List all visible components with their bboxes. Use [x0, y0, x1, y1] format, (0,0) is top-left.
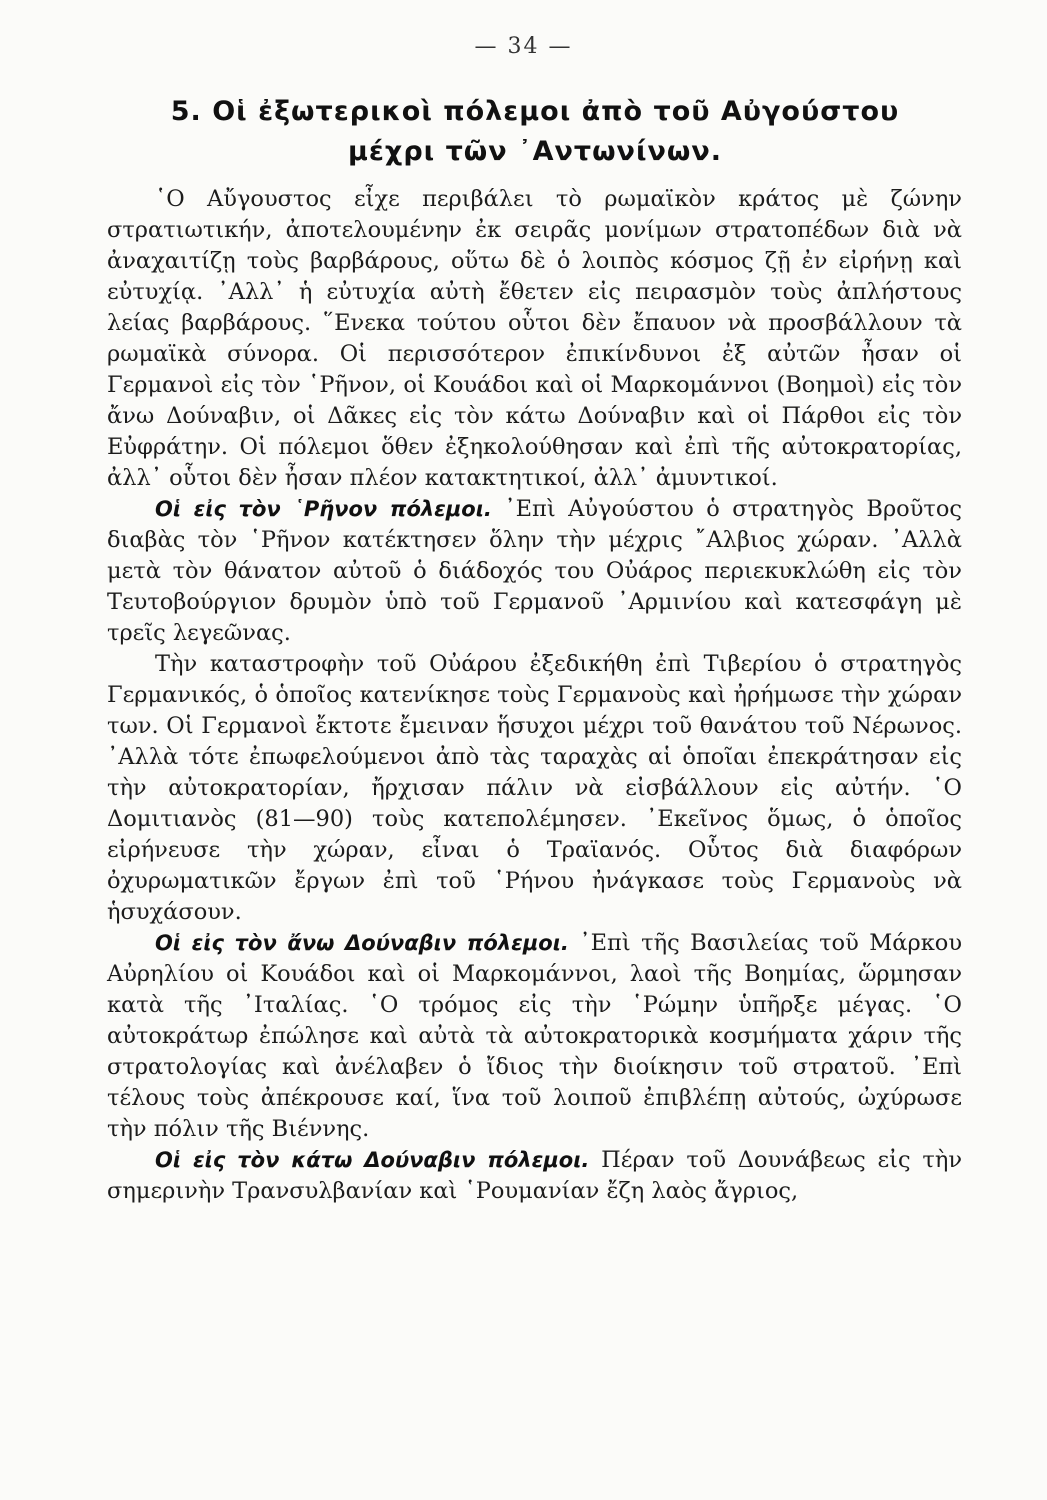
paragraph-text: Πέραν τοῦ Δουνάβεως εἰς τὴν σημερινὴν Τρανσυλβανίαν καὶ ῾Ρουμανίαν ἔζη λαὸς ἄγριος, [107, 1147, 962, 1204]
paragraph-germanicus [107, 649, 962, 928]
paragraph-rhine-wars [107, 494, 962, 649]
body-text [107, 184, 962, 1207]
paragraph-text: ᾿Επὶ τῆς Βασιλείας τοῦ Μάρκου Αὐρηλίου οἱ Κουάδοι καὶ οἱ Μαρκομάννοι, λαοὶ τῆς Βοημίας, ὥρμησαν κατὰ τῆς ᾿Ιταλίας. ῾Ο τρόμος εἰς τὴν ῾Ρώμην ὑπῆρξε μέγας. ῾Ο αὐτοκράτωρ ἐπώλησε καὶ αὐτὰ τὰ αὐτοκρατορικὰ κοσμήματα χάριν τῆς στρατολογίας καὶ ἀνέλαβεν ὁ ἴδιος τὴν διοίκησιν τοῦ στρατοῦ. ᾿Επὶ τέλους τοὺς ἀπέκρουσε καί, ἵνα τοῦ λοιποῦ ἐπιβλέπῃ αὐτούς, ὠχύρωσε τὴν πόλιν τῆς Βιέννης. [107, 930, 962, 1142]
paragraph-text: ῾Ο Αὔγουστος εἶχε περιβάλει τὸ ρωμαϊκὸν κράτος μὲ ζώνην στρατιωτικήν, ἀποτελουμένην ἐκ σειρᾶς μονίμων στρατοπέδων διὰ νὰ ἀναχαιτίζῃ τοὺς βαρβάρους, οὕτω δὲ ὁ λοιπὸς κόσμος ζῇ ἐν εἰρήνῃ καὶ εὐτυχίᾳ. ᾿Αλλ᾿ ἡ εὐτυχία αὐτὴ ἔθετεν εἰς πειρασμὸν τοὺς ἀπλήστους λείας βαρβάρους. ῞Ενεκα τούτου οὗτοι δὲν ἔπαυον νὰ προσβάλλουν τὰ ρωμαϊκὰ σύνορα. Οἱ περισσότερον ἐπικίνδυνοι ἐξ αὐτῶν ἦσαν οἱ Γερμανοὶ εἰς τὸν ῾Ρῆνον, οἱ Κουάδοι καὶ οἱ Μαρκομάννοι (Βοημοὶ) εἰς τὸν ἄνω Δούναβιν, οἱ Δᾶκες εἰς τὸν κάτω Δούναβιν καὶ οἱ Πάρθοι εἰς τὸν Εὐφράτην. Οἱ πόλεμοι ὅθεν ἐξηκολούθησαν καὶ ἐπὶ τῆς αὐτοκρατορίας, ἀλλ᾿ οὗτοι δὲν ἦσαν πλέον κατακτητικοί, ἀλλ᾿ ἀμυντικοί. [107, 186, 962, 491]
paragraph-text: ᾿Επὶ Αὐγούστου ὁ στρατηγὸς Βροῦτος διαβὰς τὸν ῾Ρῆνον κατέκτησεν ὅλην τὴν μέχρις ῎Αλβιος χώραν. ᾿Αλλὰ μετὰ τὸν θάνατον αὐτοῦ ὁ διάδοχός του Οὐάρος περιεκυκλώθη εἰς τὸν Τευτοβούργιον δρυμὸν ὑπὸ τοῦ Γερμανοῦ ᾿Αρμινίου καὶ κατεσφάγη μὲ τρεῖς λεγεῶνας. [107, 496, 963, 646]
section-subheading: Οἱ εἰς τὸν κάτω Δούναβιν πόλεμοι. [155, 1148, 590, 1172]
paragraph-lower-danube-wars [107, 1145, 962, 1207]
chapter-title-line-1: 5. Οἱ ἐξωτερικοὶ πόλεμοι ἀπὸ τοῦ Αὐγούστου [170, 96, 900, 127]
chapter-title-line-2: μέχρι τῶν ᾿Αντωνίνων. [348, 136, 722, 167]
section-subheading: Οἱ εἰς τὸν ἄνω Δούναβιν πόλεμοι. [155, 931, 569, 955]
paragraph-text: Τὴν καταστροφὴν τοῦ Οὐάρου ἐξεδικήθη ἐπὶ Τιβερίου ὁ στρατηγὸς Γερμανικός, ὁ ὁποῖος κατενίκησε τοὺς Γερμανοὺς καὶ ἠρήμωσε τὴν χώραν των. Οἱ Γερμανοὶ ἔκτοτε ἔμειναν ἥσυχοι μέχρι τοῦ θανάτου τοῦ Νέρωνος. ᾿Αλλὰ τότε ἐπωφελούμενοι ἀπὸ τὰς ταραχὰς αἱ ὁποῖαι ἐπεκράτησαν εἰς τὴν αὐτοκρατορίαν, ἤρχισαν πάλιν νὰ εἰσβάλλουν εἰς αὐτήν. ῾Ο Δομιτιανὸς (81—90) τοὺς κατεπολέμησεν. ᾿Εκεῖνος ὅμως, ὁ ὁποῖος εἰρήνευσε τὴν χώραν, εἶναι ὁ Τραϊανός. Οὗτος διὰ διαφόρων ὀχυρωματικῶν ἔργων ἐπὶ τοῦ ῾Ρήνου ἠνάγκασε τοὺς Γερμανοὺς νὰ ἡσυχάσουν. [107, 651, 962, 925]
section-subheading: Οἱ εἰς τὸν ῾Ρῆνον πόλεμοι. [155, 497, 492, 521]
chapter-title [150, 92, 920, 172]
paragraph-upper-danube-wars [107, 928, 962, 1145]
paragraph-intro [107, 184, 962, 494]
page-number: — 34 — [474, 34, 573, 59]
